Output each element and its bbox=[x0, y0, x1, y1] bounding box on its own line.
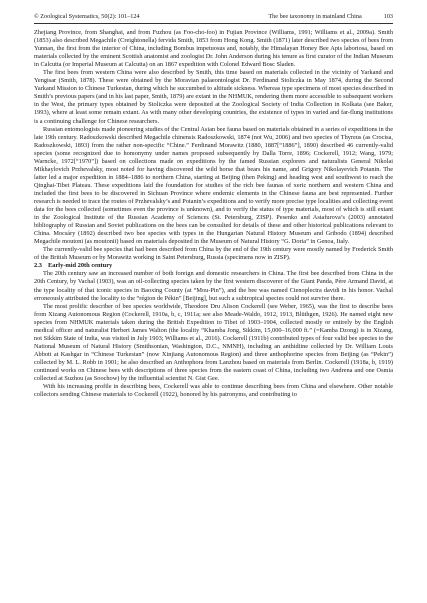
paragraph-3: Russian entomologists made pioneering studies of the Central Asian bee fauna based on materials obtained in a series of expeditions in the late 19th century. Radoszkowski described Megachile chinensis Radoszkowski, 1874 (not Wu, 2006) and two species of Thyreus (as Crocisa, Radoszkowski, 1893) from the rather non-specific “Chine.” Ferdinand Morawitz (1880, 1887[“1886”], 1890) described 46 currently-valid species (some recognized due to homonymy under names proposed subsequently by Dalla Torre, 1896; Cockerell, 1912; Wang, 1979; Warncke, 1972[“1970”]) based on collections made on expeditions by the famed Russian explorers and naturalists General Nikolai Mikhaylovich Przhevalsky, most noted for having discovered the wild horse that bears his name, and Grigory Nikolayevich Potanin. The latter led a major expedition in 1884–1886 to northern China, starting at Beijing (then Peking) and heading west and southwest to reach the Qinghai-Tibet Plateau. These expeditions laid the foundation for studies of the rich bee faunas of xeric northern and western China and included the first bees to be discovered in Sichuan Province where endemic elements in the Chinese fauna are best represented. Further research is needed to trace the routes of Przhevalsky’s and Potanin’s expeditions and to verify more precise type localities and collecting event data for the bees collected (sometimes even the province is unknown), and to verify the status of type materials, most of which is still extant in the Zoological Institute of the Russian Academy of Sciences (St. Petersburg, ZISP). Pesenko and Astafurova’s (2003) annotated bibliography of Russian and Soviet publications on the bees can be consulted for details of these and other historical publications relevant to China. Mocsáry (1892) described two bee species with types in the Hungarian Natural History Museum and Gribodo (1894) described Megachile moutoni (as moutonii) based on materials deposited in the Museum of Natural History “G. Doria” in Genoa, Italy. bbox=[34, 125, 393, 246]
journal-citation: © Zoological Systematics, 50(2): 101–124 bbox=[34, 13, 140, 20]
paragraph-7: With his increasing profile in describing bees, Cockerell was able to continue describing bees from China and elsewhere. Other notable collectors sending Chinese materials to Cockerell (1922), honored by his patronyms, and contributing to bbox=[34, 383, 393, 399]
page-number: 103 bbox=[383, 13, 393, 20]
paragraph-6: The most prolific describer of bee species worldwide, Theodore Dru Alison Cockerell (see Weber, 1965), was the first to describe bees from Xizang Autonomous Region (Cockerell, 1910a, b, c, 1911a; see also Meade-Waldo, 1912, 1913, Blüthgen, 1926). He named eight new species from NHMUK materials taken during the British Expedition to Tibet of 1903–1904, collected mostly or entirely by the English medical officer and naturalist Herbert James Walton (the locality “Khamba Jong, Sikkim, 15,000–16,000 ft.” (=Kamba Dzong) is in Xizang, not Sikkim State of India, was visited in July 1903; Williams et al., 2016). Cockerell (1911b) contributed types of four valid bee species to the National Museum of Natural History (Smithsonian, Washington, D.C., NMNH), including an anthidiine collected by Dr. William Louis Abbott at Kashgar in “Chinese Turkestan” (now Xinjiang Autonomous Region) and three anthophorine species from Beijing (as “Pekin”) collected by M. L. Robb in 1901; he also described an Anthophora from Lanzhou based on materials from Berlin. Cockerell (1918a, b, 1919) continued works on Chinese bees with descriptions of three species from the eastern coast of China, including two Andrena and one Osmia collected at Suzhou (as Soochow) by the influential scientist N. Gist Gee. bbox=[34, 302, 393, 383]
header-rule bbox=[34, 23, 393, 24]
section-title: Early-mid 20th century bbox=[48, 262, 113, 270]
paragraph-4: The currently-valid bee species that had been described from China by the end of the 19th century were mostly named by Frederick Smith of the British Museum or by Morawitz working in Saint Petersburg, Russia (specimens now in ZISP). bbox=[34, 246, 393, 262]
paragraph-1: Zhejiang Province, from Shanghai, and from Fuzhou (as Foo-cho-foo) in Fujian Province (Williams, 1991; Williams et al., 2009a). Smith (1853) also described Megachile (Creightonella) fervida Smith, 1853 from Hong Kong. Smith (1871) later described two species of bees from Yunnan, the first from the interior of China, including Bombus impetuosus and, notably, the Himalayan Honey Bee Apis laboriosa, based on materials collected by the eminent Scottish anatomist and zoologist Dr. John Anderson during his tenure as first curator of the Indian Museum in Calcutta (or Imperial Museum at Calcutta) on an 1867 expedition with Colonel Edward Bosc Sladen. bbox=[34, 29, 393, 69]
section-number: 2.3 bbox=[34, 262, 42, 270]
running-head-right bbox=[268, 13, 393, 21]
running-title: The bee taxonomy in mainland China bbox=[268, 13, 362, 20]
paragraph-5: The 20th century saw an increased number of both foreign and domestic researchers in China. The first bee described from China in the 20th Century, by Vachal (1903), was an oil-collecting species taken by the first western discoverer of the Giant Panda, Père Armand David, at the type locality of that iconic species in Baoxing County (at “Mou-Pin”), and the bee was named Ctenoplectra davidi in his honor. Vachal erroneously attributed the locality to the “région de Pékin” [Beijing], but such a subtropical species could not survive there. bbox=[34, 270, 393, 302]
paragraph-2: The first bees from western China were also described by Smith, this time based on materials collected in the vicinity of Yarkand and Yengisar (Smith, 1878). These were obtained by the Moravian palaeontologist Dr. Ferdinand Stoliczka in May 1874, during the Second Yarkand Mission to Chinese Turkestan, during which he succumbed to altitude sickness. Whereas type specimens of most species described in Smith’s previous papers (and in his last paper, Smith, 1879) are extant in the NHMUK, rendering them more accessible to subsequent workers in the West, the primary types obtained by Stoliczka were deposited at the Zoological Society of India Collection in Kolkata (see Baker, 1993), where at least some remain extant. As with many other developing countries, the existence of types in varied and far-flung institutions is a continuing challenge for Chinese researchers. bbox=[34, 69, 393, 125]
article-body bbox=[34, 29, 393, 399]
section-heading bbox=[34, 262, 393, 270]
